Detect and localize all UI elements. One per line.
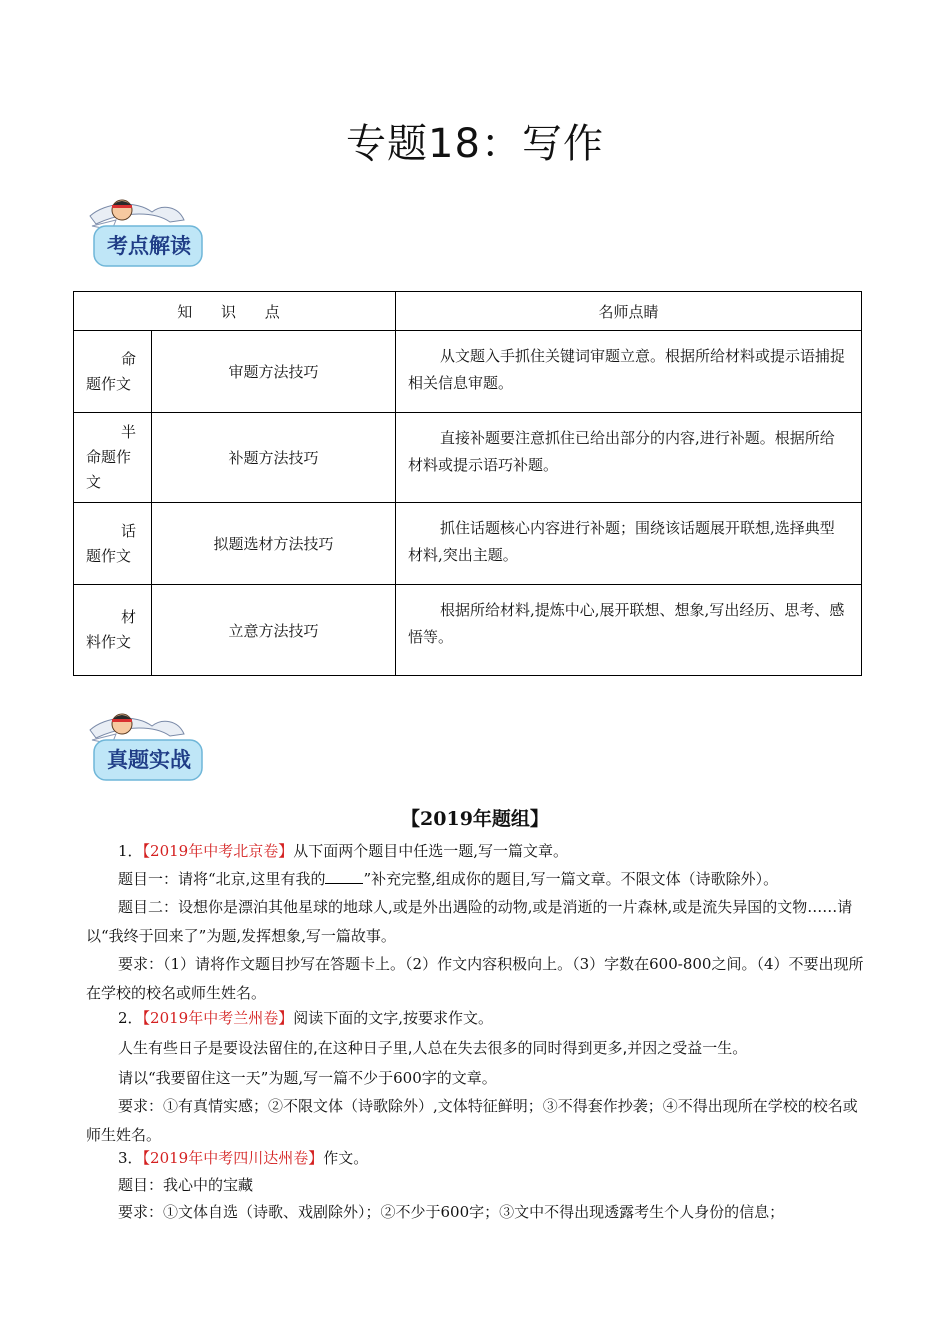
section-badge-kaodian: [86, 196, 206, 272]
q1-prompt: 1．【2019年中考北京卷】从下面两个题目中任选一题,写一篇文章。: [118, 842, 569, 860]
q1-topic1: 题目一：请将“北京,这里有我的 ”补充完整,组成你的题目,写一篇文章。不限文体（诗歌除外）。: [118, 870, 779, 888]
skill-cell: 拟题选材方法技巧: [152, 503, 396, 585]
tip-cell: 根据所给材料,提炼中心,展开联想、想象,写出经历、思考、感悟等。: [396, 585, 862, 676]
q1-topic2: 题目二：设想你是漂泊其他星球的地球人,或是外出遇险的动物,或是消逝的一片森林,或是流失异国的文物……请以“我终于回来了”为题,发挥想象,写一篇故事。: [86, 898, 853, 945]
year-group-heading: 【2019年题组】: [401, 808, 549, 830]
page-title: 专题18：写作: [346, 121, 604, 167]
q2-task: 请以“我要留住这一天”为题,写一篇不少于600字的文章。: [118, 1069, 497, 1087]
table-header-row: [74, 292, 862, 331]
q3-requirements: 要求：①文体自选（诗歌、戏剧除外）；②不少于600字；③文中不得出现透露考生个人身份的信息；: [118, 1203, 785, 1221]
knowledge-table: [73, 291, 862, 676]
table-row: [74, 331, 862, 413]
table-row: [74, 585, 862, 676]
q1-requirements: 要求：（1）请将作文题目抄写在答题卡上。（2）作文内容积极向上。（3）字数在600-800之间。（4）不要出现所在学校的校名或师生姓名。: [86, 955, 864, 1002]
table-row: [74, 503, 862, 585]
badge-label: 真题实战: [107, 747, 191, 772]
category-cell: 材 料作文: [74, 585, 152, 676]
category-cell: 话 题作文: [74, 503, 152, 585]
table-row: [74, 413, 862, 503]
q1-source: 【2019年中考北京卷】: [142, 842, 294, 860]
tip-cell: 抓住话题核心内容进行补题；围绕该话题展开联想,选择典型材料,突出主题。: [396, 503, 862, 585]
q2-requirements: 要求：①有真情实感；②不限文体（诗歌除外）,文体特征鲜明；③不得套作抄袭；④不得出现所在学校的校名或师生姓名。: [86, 1097, 858, 1144]
q2-prompt: 2．【2019年中考兰州卷】阅读下面的文字,按要求作文。: [118, 1009, 494, 1027]
section-badge-zhenti: [86, 710, 206, 786]
q3-source: 【2019年中考四川达州卷】: [142, 1149, 324, 1167]
skill-cell: 审题方法技巧: [152, 331, 396, 413]
tip-cell: 直接补题要注意抓住已给出部分的内容,进行补题。根据所给材料或提示语巧补题。: [396, 413, 862, 503]
category-cell: 命 题作文: [74, 331, 152, 413]
q2-source: 【2019年中考兰州卷】: [142, 1009, 294, 1027]
q3-topic: 题目：我心中的宝藏: [118, 1176, 254, 1194]
tip-cell: 从文题入手抓住关键词审题立意。根据所给材料或提示语捕捉相关信息审题。: [396, 331, 862, 413]
skill-cell: 立意方法技巧: [152, 585, 396, 676]
skill-cell: 补题方法技巧: [152, 413, 396, 503]
q2-material: 人生有些日子是要设法留住的,在这种日子里,人总在失去很多的同时得到更多,并因之受益一生。: [118, 1039, 748, 1057]
category-cell: 半 命题作文: [74, 413, 152, 503]
header-knowledge-point: 知 识 点: [74, 292, 396, 331]
q3-prompt: 3．【2019年中考四川达州卷】作文。: [118, 1149, 369, 1167]
badge-label: 考点解读: [107, 233, 191, 258]
fill-blank: [325, 869, 363, 884]
header-teacher-tips: 名师点睛: [396, 292, 862, 331]
